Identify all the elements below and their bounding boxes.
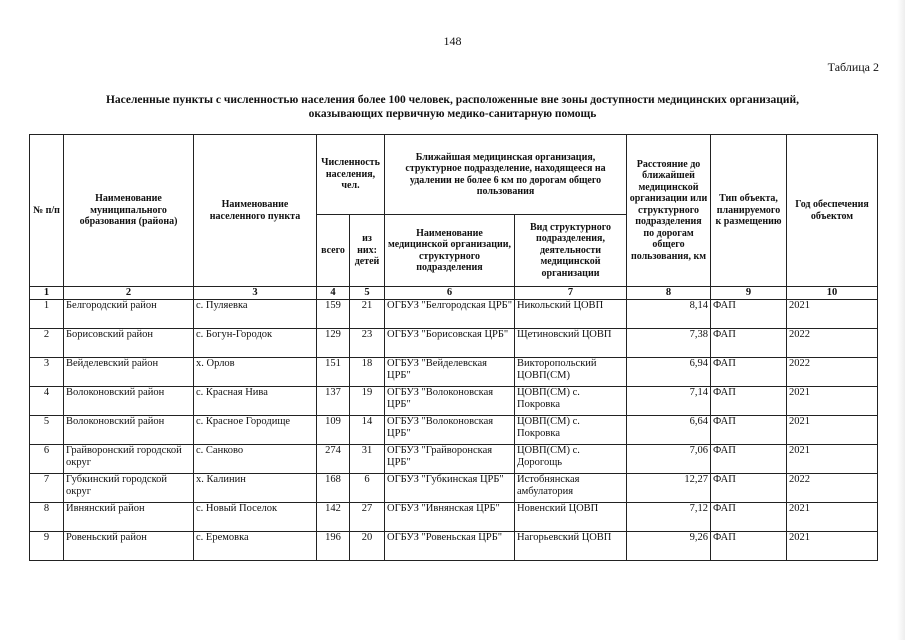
org-unit-cell: Нагорьевский ЦОВП <box>515 532 627 561</box>
row-number: 7 <box>30 474 64 503</box>
district-cell: Волоконовский район <box>64 416 194 445</box>
district-cell: Ровеньский район <box>64 532 194 561</box>
org-unit-cell: Викторопольский ЦОВП(СМ) <box>515 358 627 387</box>
population-total-cell: 151 <box>317 358 350 387</box>
org-name-cell: ОГБУЗ "Губкинская ЦРБ" <box>385 474 515 503</box>
row-number: 3 <box>30 358 64 387</box>
table-row <box>30 358 878 387</box>
distance-cell: 7,38 <box>627 329 711 358</box>
org-name-cell: ОГБУЗ "Ровеньская ЦРБ" <box>385 532 515 561</box>
title-line-1: Населенные пункты с численностью населения более 100 человек, расположенные вне зоны доступности медицинских организаций, <box>105 94 800 106</box>
column-number: 4 <box>317 287 350 300</box>
year-cell: 2022 <box>787 474 878 503</box>
object-type-cell: ФАП <box>711 387 787 416</box>
object-type-cell: ФАП <box>711 532 787 561</box>
org-unit-cell: Истобнянская амбулатория <box>515 474 627 503</box>
table-row <box>30 329 878 358</box>
header-population: Численность населения, чел. <box>317 135 385 215</box>
title-line-2: оказывающих первичную медико-санитарную помощь <box>308 108 597 120</box>
table-row <box>30 416 878 445</box>
distance-cell: 7,12 <box>627 503 711 532</box>
settlement-cell: с. Богун-Городок <box>194 329 317 358</box>
population-children-cell: 27 <box>350 503 385 532</box>
object-type-cell: ФАП <box>711 329 787 358</box>
table-row <box>30 300 878 329</box>
distance-cell: 6,64 <box>627 416 711 445</box>
table-row <box>30 474 878 503</box>
population-children-cell: 19 <box>350 387 385 416</box>
table-row <box>30 445 878 474</box>
header-year: Год обеспечения объектом <box>787 135 878 287</box>
population-children-cell: 6 <box>350 474 385 503</box>
distance-cell: 7,14 <box>627 387 711 416</box>
distance-cell: 8,14 <box>627 300 711 329</box>
settlement-cell: с. Красное Городище <box>194 416 317 445</box>
settlement-cell: с. Новый Поселок <box>194 503 317 532</box>
document-title <box>30 93 875 121</box>
distance-cell: 12,27 <box>627 474 711 503</box>
year-cell: 2021 <box>787 503 878 532</box>
header-distance: Расстояние до ближайшей медицинской организации или структурного подразделения по дорогам общего пользования, км <box>627 135 711 287</box>
row-number: 4 <box>30 387 64 416</box>
district-cell: Белгородский район <box>64 300 194 329</box>
population-total-cell: 109 <box>317 416 350 445</box>
settlements-table <box>29 134 878 561</box>
header-settlement: Наименование населенного пункта <box>194 135 317 287</box>
column-number: 5 <box>350 287 385 300</box>
object-type-cell: ФАП <box>711 503 787 532</box>
district-cell: Волоконовский район <box>64 387 194 416</box>
year-cell: 2021 <box>787 387 878 416</box>
column-number: 1 <box>30 287 64 300</box>
column-number-row <box>30 287 878 300</box>
column-number: 3 <box>194 287 317 300</box>
org-name-cell: ОГБУЗ "Борисовская ЦРБ" <box>385 329 515 358</box>
population-children-cell: 14 <box>350 416 385 445</box>
page-edge-shadow <box>897 0 905 640</box>
population-total-cell: 196 <box>317 532 350 561</box>
org-name-cell: ОГБУЗ "Грайворонская ЦРБ" <box>385 445 515 474</box>
row-number: 5 <box>30 416 64 445</box>
population-children-cell: 18 <box>350 358 385 387</box>
org-name-cell: ОГБУЗ "Волоконовская ЦРБ" <box>385 416 515 445</box>
table-body <box>30 300 878 561</box>
distance-cell: 6,94 <box>627 358 711 387</box>
year-cell: 2021 <box>787 532 878 561</box>
settlement-cell: с. Еремовка <box>194 532 317 561</box>
year-cell: 2021 <box>787 445 878 474</box>
object-type-cell: ФАП <box>711 474 787 503</box>
settlement-cell: с. Пуляевка <box>194 300 317 329</box>
distance-cell: 9,26 <box>627 532 711 561</box>
row-number: 2 <box>30 329 64 358</box>
row-number: 8 <box>30 503 64 532</box>
org-unit-cell: ЦОВП(СМ) с. Покровка <box>515 387 627 416</box>
row-number: 9 <box>30 532 64 561</box>
distance-cell: 7,06 <box>627 445 711 474</box>
settlement-cell: х. Калинин <box>194 474 317 503</box>
district-cell: Борисовский район <box>64 329 194 358</box>
org-unit-cell: Щетиновский ЦОВП <box>515 329 627 358</box>
header-municipality: Наименование муниципального образования (района) <box>64 135 194 287</box>
year-cell: 2022 <box>787 358 878 387</box>
table-row <box>30 503 878 532</box>
header-total: всего <box>317 215 350 287</box>
row-number: 1 <box>30 300 64 329</box>
org-name-cell: ОГБУЗ "Вейделевская ЦРБ" <box>385 358 515 387</box>
header-org-type: Вид структурного подразделения, деятельности медицинской организации <box>515 215 627 287</box>
population-total-cell: 137 <box>317 387 350 416</box>
org-unit-cell: Новенский ЦОВП <box>515 503 627 532</box>
page-number: 148 <box>443 34 462 48</box>
population-children-cell: 31 <box>350 445 385 474</box>
org-name-cell: ОГБУЗ "Волоконовская ЦРБ" <box>385 387 515 416</box>
table-row <box>30 387 878 416</box>
header-nearest-org: Ближайшая медицинская организация, структурное подразделение, находящееся на удалении не более 6 км по дорогам общего пользования <box>385 135 627 215</box>
year-cell: 2021 <box>787 300 878 329</box>
district-cell: Вейделевский район <box>64 358 194 387</box>
year-cell: 2021 <box>787 416 878 445</box>
object-type-cell: ФАП <box>711 300 787 329</box>
population-total-cell: 168 <box>317 474 350 503</box>
header-object-type: Тип объекта, планируемого к размещению <box>711 135 787 287</box>
population-total-cell: 129 <box>317 329 350 358</box>
column-number: 8 <box>627 287 711 300</box>
object-type-cell: ФАП <box>711 358 787 387</box>
table-label: Таблица 2 <box>827 60 879 74</box>
column-number: 7 <box>515 287 627 300</box>
object-type-cell: ФАП <box>711 416 787 445</box>
population-children-cell: 21 <box>350 300 385 329</box>
population-total-cell: 274 <box>317 445 350 474</box>
district-cell: Губкинский городской округ <box>64 474 194 503</box>
column-number: 9 <box>711 287 787 300</box>
header-org-name: Наименование медицинской организации, структурного подразделения <box>385 215 515 287</box>
header-children: из них: детей <box>350 215 385 287</box>
org-unit-cell: Никольский ЦОВП <box>515 300 627 329</box>
settlement-cell: х. Орлов <box>194 358 317 387</box>
org-unit-cell: ЦОВП(СМ) с. Дорогощь <box>515 445 627 474</box>
settlement-cell: с. Красная Нива <box>194 387 317 416</box>
population-total-cell: 159 <box>317 300 350 329</box>
year-cell: 2022 <box>787 329 878 358</box>
column-number: 6 <box>385 287 515 300</box>
district-cell: Ивнянский район <box>64 503 194 532</box>
population-children-cell: 23 <box>350 329 385 358</box>
header-num: № п/п <box>30 135 64 287</box>
column-number: 10 <box>787 287 878 300</box>
column-number: 2 <box>64 287 194 300</box>
population-total-cell: 142 <box>317 503 350 532</box>
org-name-cell: ОГБУЗ "Ивнянская ЦРБ" <box>385 503 515 532</box>
row-number: 6 <box>30 445 64 474</box>
district-cell: Грайворонский городской округ <box>64 445 194 474</box>
population-children-cell: 20 <box>350 532 385 561</box>
table-row <box>30 532 878 561</box>
settlement-cell: с. Санково <box>194 445 317 474</box>
org-unit-cell: ЦОВП(СМ) с. Покровка <box>515 416 627 445</box>
org-name-cell: ОГБУЗ "Белгородская ЦРБ" <box>385 300 515 329</box>
object-type-cell: ФАП <box>711 445 787 474</box>
